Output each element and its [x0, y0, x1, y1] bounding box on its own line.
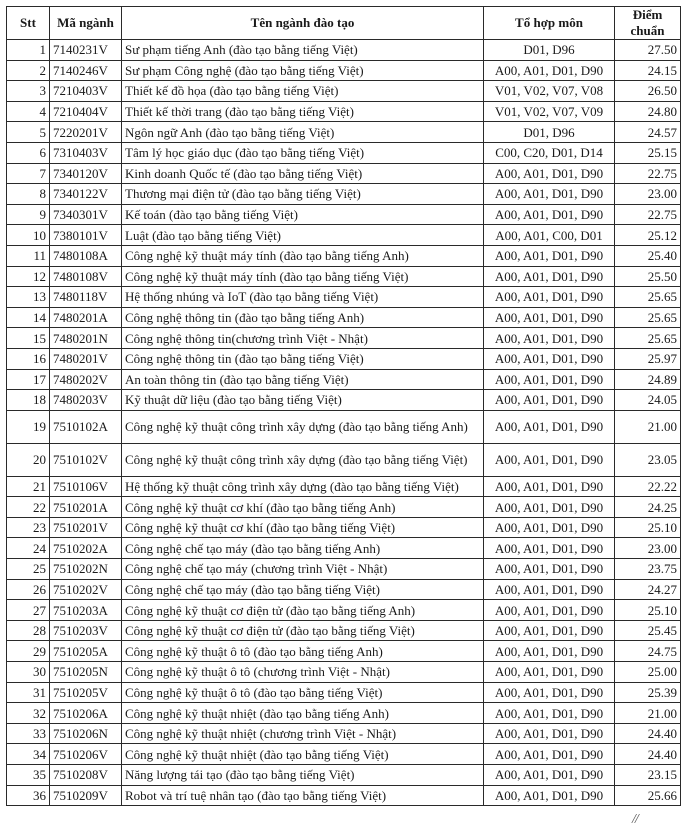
cell-combo: A00, A01, D01, D90: [484, 443, 615, 476]
cell-name: Công nghệ kỹ thuật công trình xây dựng (đào tạo bằng tiếng Anh): [122, 410, 484, 443]
cell-combo: V01, V02, V07, V08: [484, 81, 615, 102]
table-row: [7, 122, 681, 143]
cell-score: 25.65: [615, 328, 681, 349]
cell-code: 7510206V: [50, 744, 122, 765]
cell-combo: A00, A01, D01, D90: [484, 476, 615, 497]
cell-score: 24.89: [615, 369, 681, 390]
cell-combo: V01, V02, V07, V09: [484, 101, 615, 122]
cell-code: 7140246V: [50, 60, 122, 81]
cell-combo: A00, A01, D01, D90: [484, 723, 615, 744]
table-body: [7, 40, 681, 806]
cell-stt: 18: [7, 390, 50, 411]
cell-code: 7510206N: [50, 723, 122, 744]
table-row: [7, 348, 681, 369]
cell-code: 7210404V: [50, 101, 122, 122]
cell-code: 7480202V: [50, 369, 122, 390]
table-row: [7, 142, 681, 163]
cell-score: 24.57: [615, 122, 681, 143]
cell-code: 7310403V: [50, 142, 122, 163]
cell-name: Thương mại điện tử (đào tạo bằng tiếng Việt): [122, 184, 484, 205]
cell-stt: 15: [7, 328, 50, 349]
cell-code: 7480201A: [50, 307, 122, 328]
table-row: [7, 765, 681, 786]
cell-code: 7510203V: [50, 620, 122, 641]
cell-score: 26.50: [615, 81, 681, 102]
cell-score: 24.15: [615, 60, 681, 81]
cell-combo: A00, A01, D01, D90: [484, 184, 615, 205]
cell-code: 7510202V: [50, 579, 122, 600]
cell-stt: 33: [7, 723, 50, 744]
cell-stt: 10: [7, 225, 50, 246]
table-row: [7, 390, 681, 411]
table-row: [7, 579, 681, 600]
cell-score: 24.05: [615, 390, 681, 411]
cell-stt: 29: [7, 641, 50, 662]
header-score: Điểm chuẩn: [615, 7, 681, 40]
table-row: [7, 744, 681, 765]
cell-combo: A00, A01, D01, D90: [484, 204, 615, 225]
cell-score: 22.75: [615, 204, 681, 225]
cell-name: Công nghệ thông tin (đào tạo bằng tiếng Anh): [122, 307, 484, 328]
cell-stt: 8: [7, 184, 50, 205]
cell-combo: D01, D96: [484, 122, 615, 143]
cell-name: Kinh doanh Quốc tế (đào tạo bằng tiếng Việt): [122, 163, 484, 184]
cell-combo: A00, A01, D01, D90: [484, 744, 615, 765]
cell-code: 7510106V: [50, 476, 122, 497]
table-row: [7, 245, 681, 266]
cell-combo: A00, A01, D01, D90: [484, 390, 615, 411]
cell-code: 7480108V: [50, 266, 122, 287]
cell-score: 25.39: [615, 682, 681, 703]
cell-stt: 11: [7, 245, 50, 266]
table-row: [7, 517, 681, 538]
table-row: [7, 81, 681, 102]
cell-score: 25.40: [615, 245, 681, 266]
cell-stt: 2: [7, 60, 50, 81]
cell-score: 24.80: [615, 101, 681, 122]
cell-stt: 20: [7, 443, 50, 476]
cell-combo: A00, A01, D01, D90: [484, 266, 615, 287]
cell-name: Công nghệ chế tạo máy (đào tạo bằng tiếng Anh): [122, 538, 484, 559]
cell-score: 24.40: [615, 723, 681, 744]
cell-name: Thiết kế đồ họa (đào tạo bằng tiếng Việt): [122, 81, 484, 102]
cell-stt: 14: [7, 307, 50, 328]
table-row: [7, 559, 681, 580]
cell-name: Công nghệ kỹ thuật nhiệt (chương trình Việt - Nhật): [122, 723, 484, 744]
cell-name: Công nghệ kỹ thuật máy tính (đào tạo bằng tiếng Anh): [122, 245, 484, 266]
cell-code: 7510202A: [50, 538, 122, 559]
table-row: [7, 497, 681, 518]
cell-name: Công nghệ chế tạo máy (đào tạo bằng tiếng Việt): [122, 579, 484, 600]
cell-stt: 19: [7, 410, 50, 443]
cell-name: Công nghệ kỹ thuật máy tính (đào tạo bằng tiếng Việt): [122, 266, 484, 287]
cell-stt: 21: [7, 476, 50, 497]
table-row: [7, 662, 681, 683]
cell-combo: A00, A01, D01, D90: [484, 369, 615, 390]
cell-score: 23.15: [615, 765, 681, 786]
cell-code: 7510201V: [50, 517, 122, 538]
cell-code: 7510208V: [50, 765, 122, 786]
header-combo: Tổ hợp môn: [484, 7, 615, 40]
table-row: [7, 225, 681, 246]
cell-stt: 4: [7, 101, 50, 122]
cell-code: 7510205A: [50, 641, 122, 662]
cell-stt: 32: [7, 703, 50, 724]
cell-name: Luật (đào tạo bằng tiếng Việt): [122, 225, 484, 246]
cell-name: Công nghệ kỹ thuật ô tô (đào tạo bằng tiếng Việt): [122, 682, 484, 703]
cell-name: Công nghệ kỹ thuật cơ khí (đào tạo bằng tiếng Anh): [122, 497, 484, 518]
cell-combo: A00, A01, D01, D90: [484, 410, 615, 443]
cell-name: Công nghệ kỹ thuật ô tô (đào tạo bằng tiếng Anh): [122, 641, 484, 662]
table-row: [7, 184, 681, 205]
cell-combo: A00, A01, D01, D90: [484, 307, 615, 328]
table-row: [7, 703, 681, 724]
cell-score: 25.15: [615, 142, 681, 163]
cell-code: 7480108A: [50, 245, 122, 266]
cell-score: 23.00: [615, 184, 681, 205]
cell-code: 7510206A: [50, 703, 122, 724]
cell-name: Năng lượng tái tạo (đào tạo bằng tiếng Việt): [122, 765, 484, 786]
cell-combo: A00, A01, D01, D90: [484, 60, 615, 81]
cell-stt: 25: [7, 559, 50, 580]
cell-combo: A00, A01, D01, D90: [484, 497, 615, 518]
table-row: [7, 101, 681, 122]
cell-score: 25.10: [615, 600, 681, 621]
cell-code: 7480203V: [50, 390, 122, 411]
table-row: [7, 369, 681, 390]
cell-stt: 22: [7, 497, 50, 518]
cell-stt: 16: [7, 348, 50, 369]
cell-score: 25.66: [615, 785, 681, 806]
cell-code: 7340120V: [50, 163, 122, 184]
cell-code: 7210403V: [50, 81, 122, 102]
cell-stt: 7: [7, 163, 50, 184]
cell-name: Ngôn ngữ Anh (đào tạo bằng tiếng Việt): [122, 122, 484, 143]
cell-name: Sư phạm tiếng Anh (đào tạo bằng tiếng Việt): [122, 40, 484, 61]
cell-code: 7140231V: [50, 40, 122, 61]
table-row: [7, 266, 681, 287]
cell-score: 24.25: [615, 497, 681, 518]
cell-combo: A00, A01, D01, D90: [484, 348, 615, 369]
cell-code: 7510102V: [50, 443, 122, 476]
cell-stt: 34: [7, 744, 50, 765]
cell-score: 24.27: [615, 579, 681, 600]
cell-combo: A00, A01, D01, D90: [484, 765, 615, 786]
cell-code: 7220201V: [50, 122, 122, 143]
cell-combo: A00, A01, D01, D90: [484, 517, 615, 538]
cell-code: 7510102A: [50, 410, 122, 443]
cell-combo: A00, A01, D01, D90: [484, 620, 615, 641]
cell-stt: 6: [7, 142, 50, 163]
cell-code: 7380101V: [50, 225, 122, 246]
table-row: [7, 60, 681, 81]
cell-combo: A00, A01, D01, D90: [484, 785, 615, 806]
cell-combo: D01, D96: [484, 40, 615, 61]
table-row: [7, 538, 681, 559]
cell-name: Thiết kế thời trang (đào tạo bằng tiếng Việt): [122, 101, 484, 122]
cell-combo: A00, A01, D01, D90: [484, 579, 615, 600]
cell-name: Công nghệ kỹ thuật nhiệt (đào tạo bằng tiếng Việt): [122, 744, 484, 765]
cell-code: 7510205N: [50, 662, 122, 683]
cell-name: An toàn thông tin (đào tạo bằng tiếng Việt): [122, 369, 484, 390]
cell-combo: A00, A01, D01, D90: [484, 600, 615, 621]
cell-score: 23.05: [615, 443, 681, 476]
cell-score: 27.50: [615, 40, 681, 61]
cell-name: Sư phạm Công nghệ (đào tạo bằng tiếng Việt): [122, 60, 484, 81]
cell-name: Công nghệ kỹ thuật nhiệt (đào tạo bằng tiếng Anh): [122, 703, 484, 724]
cell-score: 22.75: [615, 163, 681, 184]
cell-score: 23.75: [615, 559, 681, 580]
cell-combo: A00, A01, D01, D90: [484, 287, 615, 308]
cell-stt: 30: [7, 662, 50, 683]
cell-stt: 26: [7, 579, 50, 600]
cell-score: 25.10: [615, 517, 681, 538]
table-row: [7, 328, 681, 349]
cell-combo: A00, A01, D01, D90: [484, 245, 615, 266]
cell-score: 21.00: [615, 410, 681, 443]
cell-stt: 36: [7, 785, 50, 806]
cell-name: Hệ thống nhúng và IoT (đào tạo bằng tiếng Việt): [122, 287, 484, 308]
cell-score: 25.65: [615, 307, 681, 328]
cell-score: 25.97: [615, 348, 681, 369]
page-mark: //: [632, 812, 638, 827]
cell-name: Công nghệ kỹ thuật cơ điện tử (đào tạo bằng tiếng Việt): [122, 620, 484, 641]
cell-name: Kỹ thuật dữ liệu (đào tạo bằng tiếng Việt): [122, 390, 484, 411]
cell-score: 21.00: [615, 703, 681, 724]
cell-name: Công nghệ kỹ thuật công trình xây dựng (đào tạo bằng tiếng Việt): [122, 443, 484, 476]
table-row: [7, 476, 681, 497]
table-row: [7, 682, 681, 703]
header-stt: Stt: [7, 7, 50, 40]
cell-code: 7340301V: [50, 204, 122, 225]
cell-stt: 17: [7, 369, 50, 390]
cell-stt: 5: [7, 122, 50, 143]
cell-stt: 9: [7, 204, 50, 225]
cell-score: 24.75: [615, 641, 681, 662]
cell-name: Robot và trí tuệ nhân tạo (đào tạo bằng tiếng Việt): [122, 785, 484, 806]
cell-code: 7480201V: [50, 348, 122, 369]
cell-combo: A00, A01, D01, D90: [484, 682, 615, 703]
table-row: [7, 307, 681, 328]
cell-combo: A00, A01, D01, D90: [484, 328, 615, 349]
cell-name: Công nghệ kỹ thuật cơ khí (đào tạo bằng tiếng Việt): [122, 517, 484, 538]
cell-stt: 12: [7, 266, 50, 287]
cell-code: 7510209V: [50, 785, 122, 806]
cell-name: Công nghệ thông tin (đào tạo bằng tiếng Việt): [122, 348, 484, 369]
cell-code: 7480201N: [50, 328, 122, 349]
cell-combo: C00, C20, D01, D14: [484, 142, 615, 163]
table-row: [7, 287, 681, 308]
cell-combo: A00, A01, D01, D90: [484, 641, 615, 662]
cell-stt: 1: [7, 40, 50, 61]
cell-score: 25.50: [615, 266, 681, 287]
cell-name: Công nghệ kỹ thuật ô tô (chương trình Việt - Nhật): [122, 662, 484, 683]
cell-name: Công nghệ chế tạo máy (chương trình Việt - Nhật): [122, 559, 484, 580]
table-row: [7, 40, 681, 61]
table-row: [7, 410, 681, 443]
cell-code: 7510202N: [50, 559, 122, 580]
cell-stt: 23: [7, 517, 50, 538]
cell-score: 25.65: [615, 287, 681, 308]
table-row: [7, 600, 681, 621]
cell-combo: A00, A01, C00, D01: [484, 225, 615, 246]
cell-combo: A00, A01, D01, D90: [484, 662, 615, 683]
table-row: [7, 163, 681, 184]
cell-stt: 28: [7, 620, 50, 641]
cell-stt: 3: [7, 81, 50, 102]
cell-name: Kế toán (đào tạo bằng tiếng Việt): [122, 204, 484, 225]
cell-code: 7340122V: [50, 184, 122, 205]
cell-stt: 24: [7, 538, 50, 559]
header-name: Tên ngành đào tạo: [122, 7, 484, 40]
cell-code: 7510201A: [50, 497, 122, 518]
table-row: [7, 443, 681, 476]
cell-stt: 27: [7, 600, 50, 621]
cell-score: 25.12: [615, 225, 681, 246]
cell-score: 22.22: [615, 476, 681, 497]
table-row: [7, 641, 681, 662]
cell-stt: 13: [7, 287, 50, 308]
cell-name: Hệ thống kỹ thuật công trình xây dựng (đào tạo bằng tiếng Việt): [122, 476, 484, 497]
table-header-row: [7, 7, 681, 40]
cell-score: 23.00: [615, 538, 681, 559]
cell-score: 25.45: [615, 620, 681, 641]
cell-name: Công nghệ kỹ thuật cơ điện tử (đào tạo bằng tiếng Anh): [122, 600, 484, 621]
header-code: Mã ngành: [50, 7, 122, 40]
cell-combo: A00, A01, D01, D90: [484, 559, 615, 580]
cell-code: 7510205V: [50, 682, 122, 703]
cell-combo: A00, A01, D01, D90: [484, 163, 615, 184]
cell-combo: A00, A01, D01, D90: [484, 538, 615, 559]
cell-code: 7480118V: [50, 287, 122, 308]
cell-code: 7510203A: [50, 600, 122, 621]
cell-score: 25.00: [615, 662, 681, 683]
cell-stt: 31: [7, 682, 50, 703]
table-row: [7, 723, 681, 744]
cell-name: Công nghệ thông tin(chương trình Việt - Nhật): [122, 328, 484, 349]
table-row: [7, 785, 681, 806]
cell-combo: A00, A01, D01, D90: [484, 703, 615, 724]
cell-score: 24.40: [615, 744, 681, 765]
cell-stt: 35: [7, 765, 50, 786]
admission-score-table: [6, 6, 681, 806]
table-row: [7, 620, 681, 641]
table-row: [7, 204, 681, 225]
cell-name: Tâm lý học giáo dục (đào tạo bằng tiếng Việt): [122, 142, 484, 163]
